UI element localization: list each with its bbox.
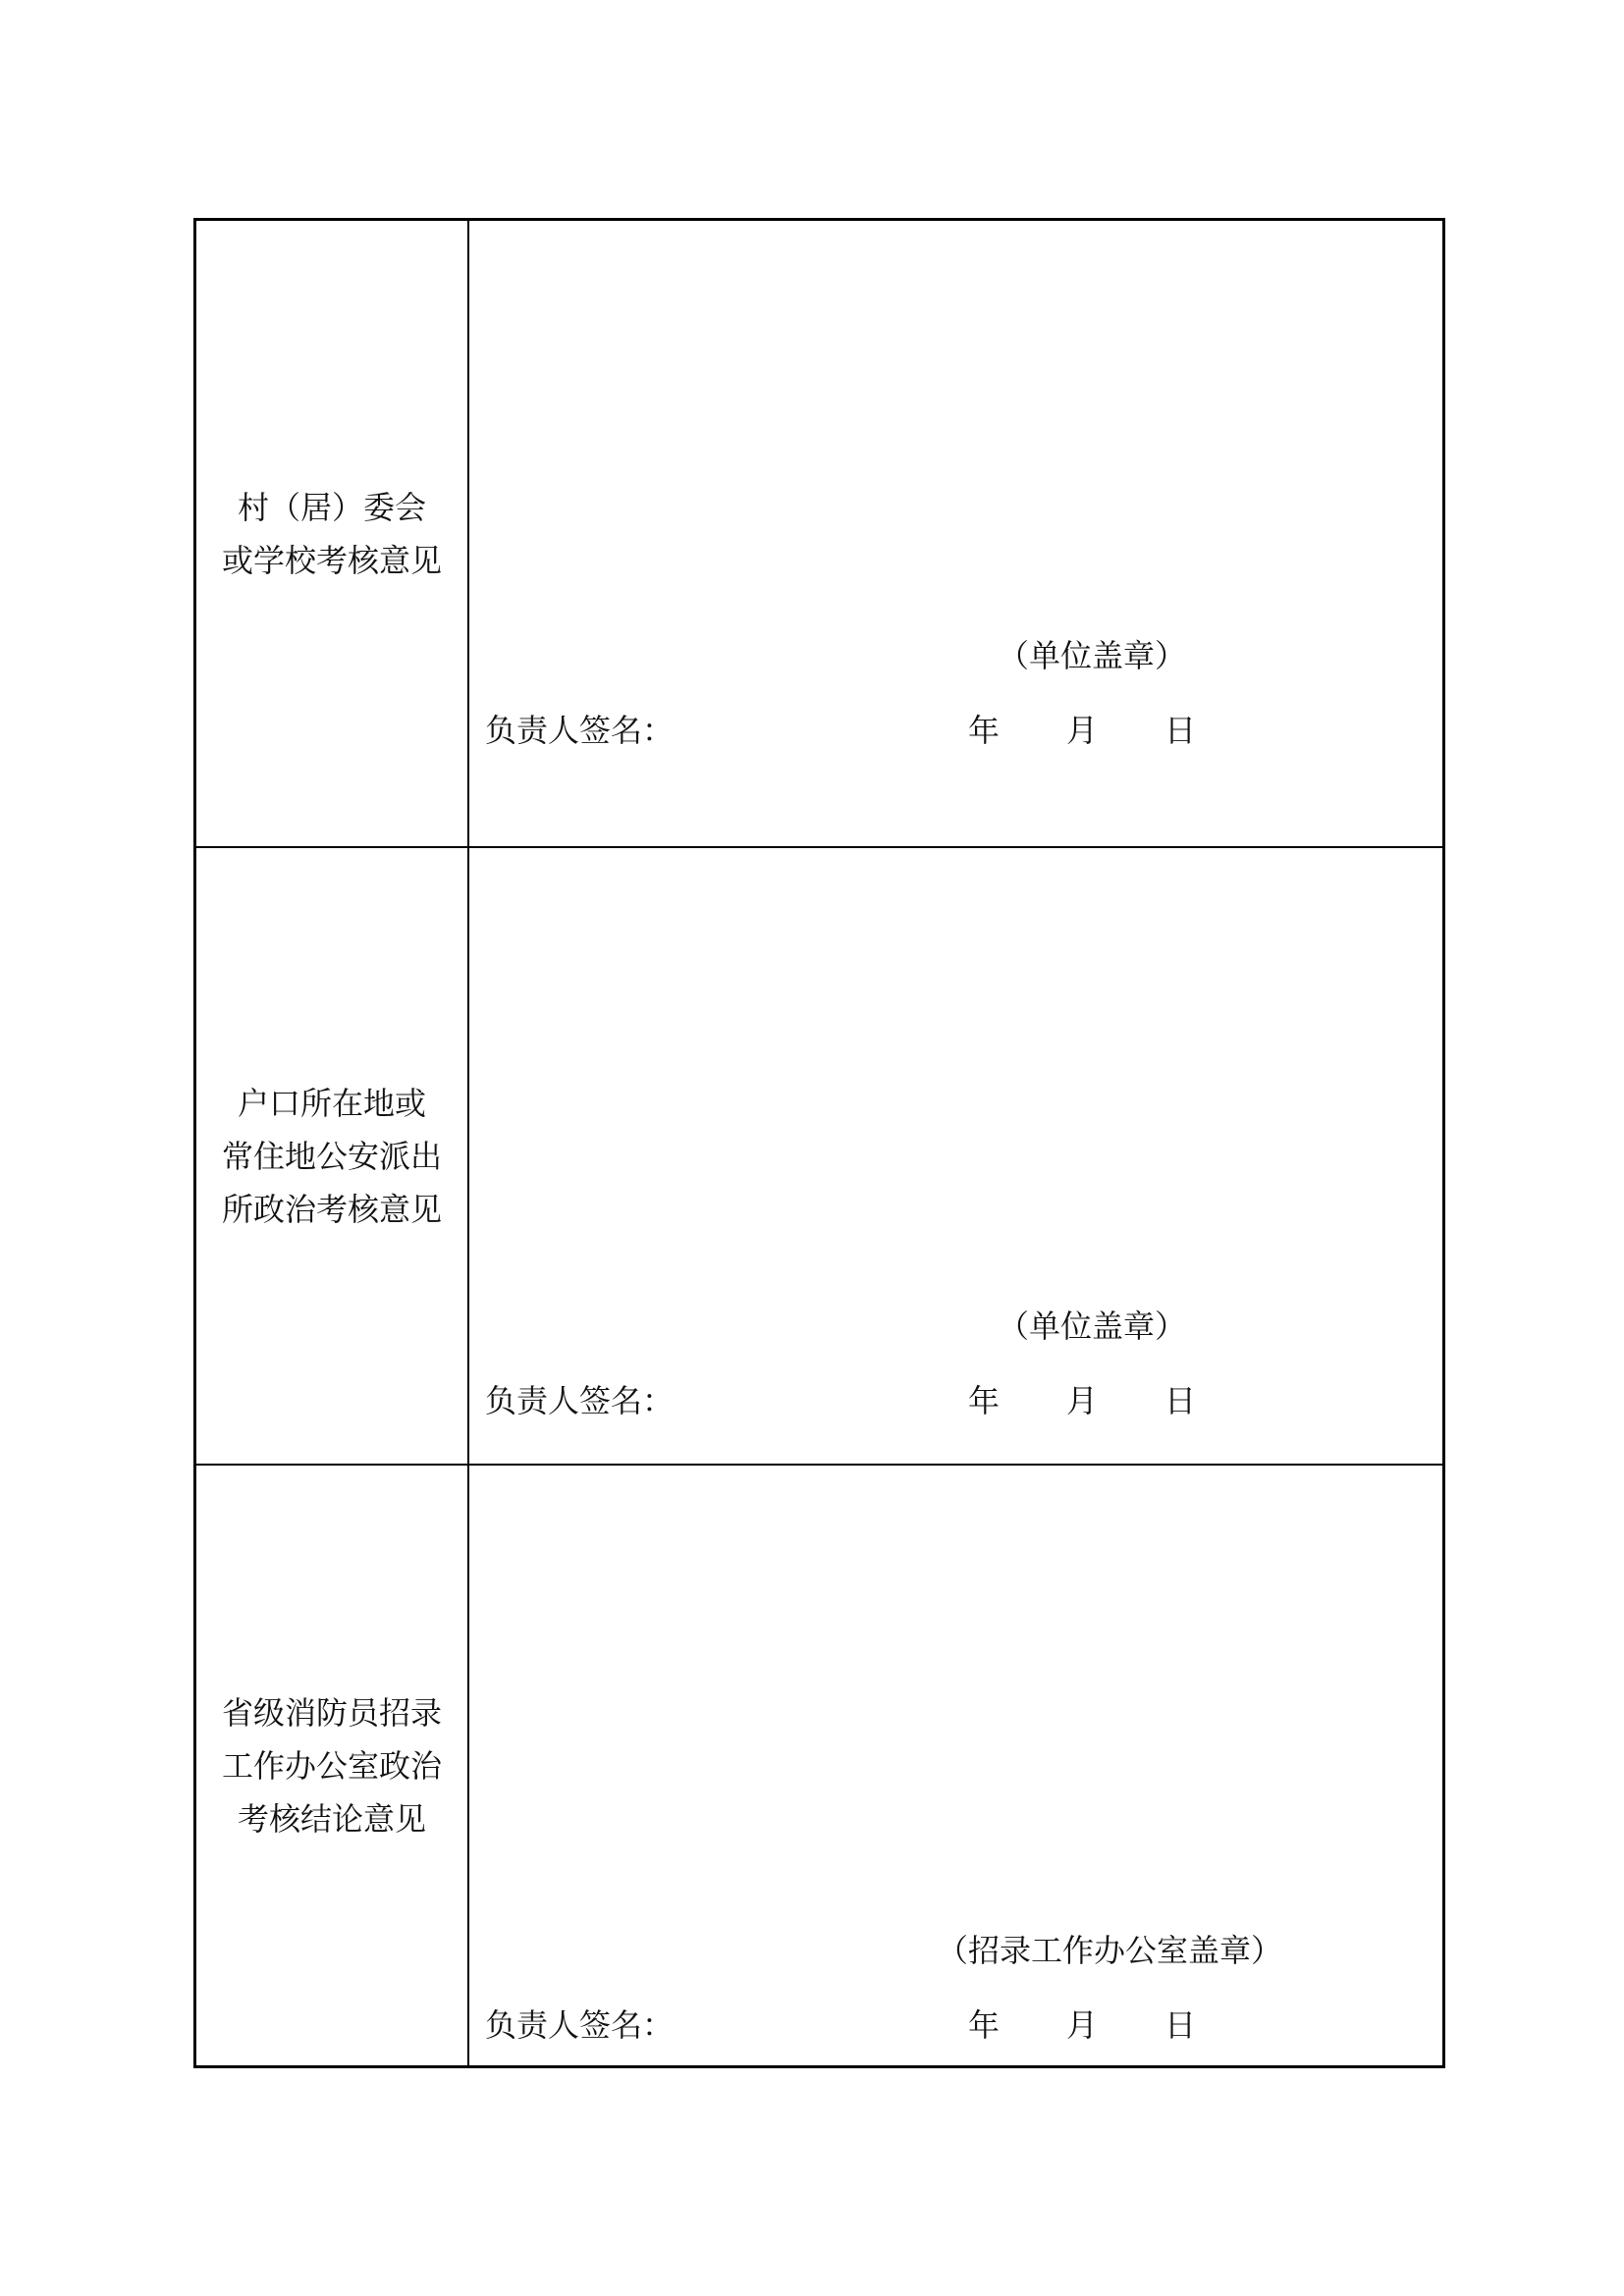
row-label-cell [196,221,469,846]
date-year-label: 年 [968,712,1001,749]
row-label: 省级消防员招录 工作办公室政治 考核结论意见 [221,1693,442,1838]
signer-label: 负责人签名： [485,2006,675,2044]
opinion-field[interactable] [469,848,1442,1464]
form-row-village-committee [196,221,1442,848]
political-review-form-table [193,218,1445,2068]
date-day-label: 日 [1164,712,1197,749]
date-year-label: 年 [968,1382,1001,1419]
date-day-label: 日 [1164,2006,1197,2044]
seal-note: （单位盖章） [998,637,1187,674]
form-row-police-station [196,848,1442,1466]
date-month-label: 月 [1066,1382,1099,1419]
row-label-cell [196,848,469,1464]
signer-label: 负责人签名： [485,1382,675,1419]
form-row-provincial-office [196,1466,1442,2065]
date-day-label: 日 [1164,1382,1197,1419]
signer-label: 负责人签名： [485,712,675,749]
opinion-field[interactable] [469,221,1442,846]
seal-note: （招录工作办公室盖章） [937,1932,1283,1969]
row-label: 户口所在地或 常住地公安派出 所政治考核意见 [221,1084,442,1228]
date-month-label: 月 [1066,2006,1099,2044]
date-year-label: 年 [968,2006,1001,2044]
date-month-label: 月 [1066,712,1099,749]
row-label-cell [196,1466,469,2065]
seal-note: （单位盖章） [998,1308,1187,1345]
row-label: 村（居）委会 或学校考核意见 [221,488,442,579]
opinion-field[interactable] [469,1466,1442,2065]
